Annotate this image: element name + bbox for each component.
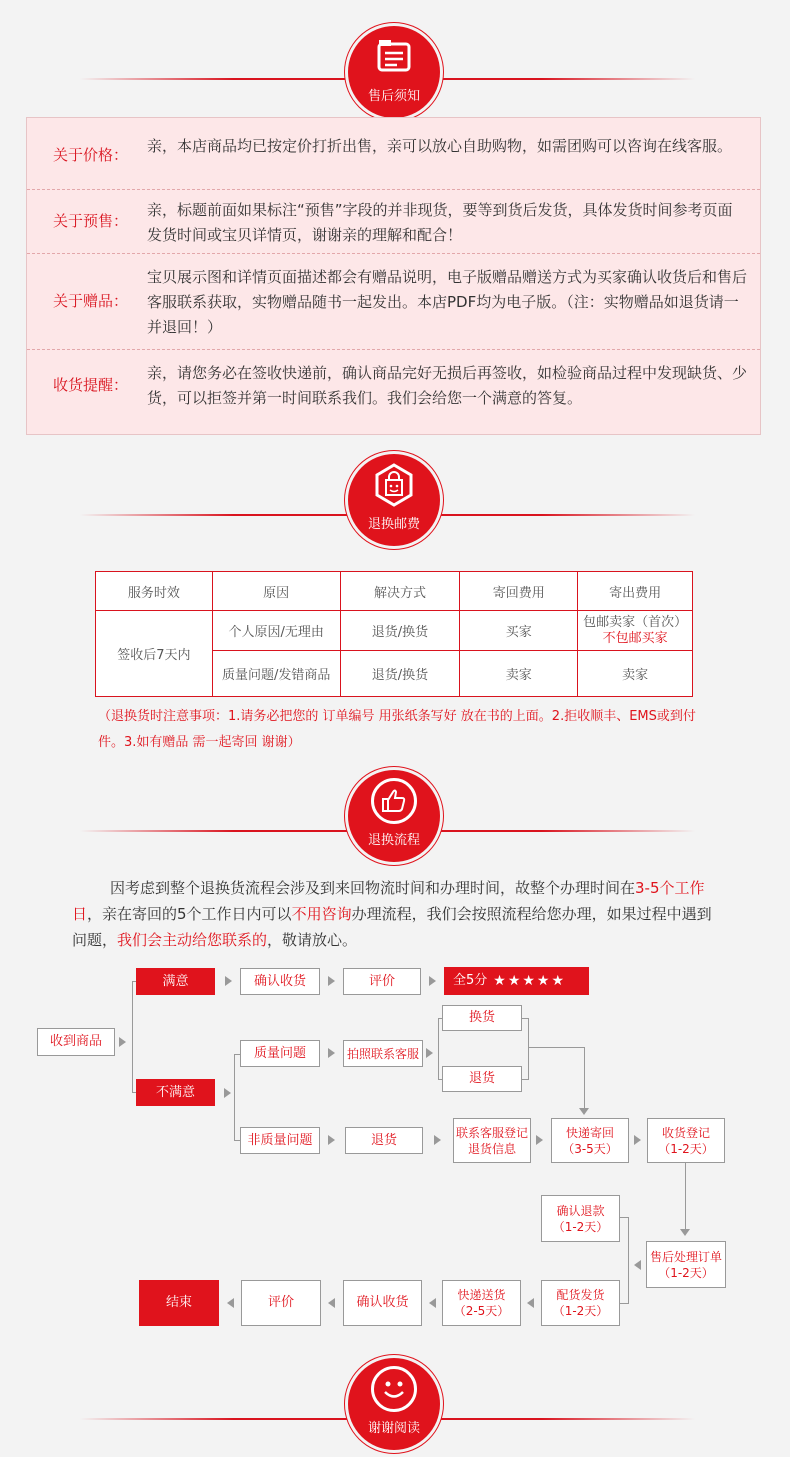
return-flow-badge — [348, 770, 440, 862]
table-cell — [578, 611, 693, 651]
after-sale-box — [646, 1241, 726, 1288]
box-line: 确认退款 — [556, 1203, 605, 1218]
arrow — [224, 1088, 231, 1098]
table-header: 寄回费用 — [460, 572, 578, 611]
quality-issue-box: 质量问题 — [240, 1040, 320, 1067]
section-title: 退换邮费 — [367, 517, 420, 532]
arrow — [634, 1135, 641, 1145]
ship-fee-line: 不包邮买家 — [602, 630, 668, 646]
notice-label: 关于预售： — [53, 212, 129, 230]
intro-highlight: 不用咨询 — [291, 905, 352, 923]
ship-goods-box — [541, 1280, 620, 1326]
intro-text: ，敬请放心。 — [267, 931, 358, 949]
section-header-return-flow — [0, 764, 790, 874]
list-icon — [371, 34, 417, 80]
flow-intro — [72, 875, 712, 953]
box-line: 快递送货 — [457, 1288, 506, 1302]
arrow — [634, 1260, 641, 1270]
notice-text: 宝贝展示图和详情页面描述都会有赠品说明，电子版赠品赠送方式为买家确认收货后和售后客服联系获取，实物赠品随书一起发出。本店PDF均为电子版。（注：实物赠品如退货请一并退回！） — [147, 268, 748, 336]
return-note: （退换货时注意事项：1.请务必把您的 订单编号 用张纸条写好 放在书的上面。2.拒收顺丰、EMS或到付件。3.如有赠品 需一起寄回 谢谢） — [98, 709, 696, 750]
arrow — [579, 1108, 589, 1115]
after-sales-badge — [348, 26, 440, 118]
contact-cs-box: 拍照联系客服 — [343, 1040, 423, 1067]
arrow — [434, 1135, 441, 1145]
box-line: （2-5天） — [453, 1304, 510, 1318]
table-cell-period: 签收后7天内 — [96, 611, 213, 697]
table-header: 原因 — [212, 572, 340, 611]
express-send-box — [442, 1280, 521, 1326]
section-title: 售后须知 — [367, 89, 420, 104]
section-header-return-fee — [0, 448, 790, 558]
section-title: 谢谢阅读 — [367, 1421, 420, 1436]
confirm-receipt-box: 确认收货 — [240, 968, 320, 995]
notice-row — [27, 190, 760, 254]
table-cell: 卖家 — [578, 651, 693, 697]
thanks-badge — [348, 1358, 440, 1450]
box-line: 收货登记 — [661, 1125, 710, 1140]
thumbs-up-icon — [371, 778, 417, 824]
smile-icon — [371, 1366, 417, 1412]
notice-label: 关于价格： — [53, 146, 129, 164]
receive-register-box — [647, 1118, 725, 1163]
stars-icon: ★★★★★ — [493, 973, 567, 989]
arrow — [227, 1298, 234, 1308]
box-line: （1-2天） — [552, 1304, 609, 1318]
notice-text: 亲，标题前面如果标注“预售”字段的并非现货，要等到货后发货，具体发货时间参考页面发货时间或宝贝详情页，谢谢亲的理解和配合！ — [147, 201, 733, 244]
table-cell: 退货/换货 — [340, 611, 460, 651]
arrow — [328, 1135, 335, 1145]
box-line: 退货信息 — [467, 1141, 516, 1156]
register-info-box — [453, 1118, 531, 1163]
table-header: 服务时效 — [96, 572, 213, 611]
section-header-thanks — [0, 1347, 790, 1457]
non-quality-issue-box: 非质量问题 — [240, 1127, 320, 1154]
box-line: 联系客服登记 — [455, 1125, 528, 1140]
notice-text: 亲，本店商品均已按定价打折出售，亲可以放心自助购物，如需团购可以咨询在线客服。 — [147, 137, 733, 155]
table-header: 解决方式 — [340, 572, 460, 611]
arrow — [680, 1229, 690, 1236]
arrow — [225, 976, 232, 986]
arrow — [328, 1298, 335, 1308]
intro-text: 因考虑到整个退换货流程会涉及到来回物流时间和办理时间，故整个办理时间在 — [110, 879, 636, 897]
table-cell: 质量问题/发错商品 — [212, 651, 340, 697]
arrow — [527, 1298, 534, 1308]
table-header: 寄出费用 — [578, 572, 693, 611]
section-header-after-sales — [0, 20, 790, 130]
notice-row — [27, 350, 760, 436]
review-final-box: 评价 — [241, 1280, 321, 1326]
return-goods-box: 退货 — [345, 1127, 423, 1154]
end-box: 结束 — [139, 1280, 219, 1326]
full-score-box — [444, 967, 589, 995]
full-score-label: 全5分 — [453, 973, 488, 988]
box-line: （1-2天） — [658, 1141, 714, 1156]
ship-fee-line: 包邮卖家（首次） — [583, 614, 688, 630]
notice-label: 收货提醒： — [53, 376, 129, 394]
received-box: 收到商品 — [37, 1028, 115, 1056]
box-line: 售后处理订单 — [649, 1249, 722, 1264]
notice-text: 亲，请您务必在签收快递前，确认商品完好无损后再签收，如检验商品过程中发现缺货、少货，可以拒签并第一时间联系我们。我们会给您一个满意的答复。 — [147, 364, 748, 407]
box-line: 配货发货 — [556, 1288, 605, 1302]
return-fee-badge — [348, 454, 440, 546]
confirm-refund-box — [541, 1195, 620, 1242]
after-sales-notice — [26, 117, 761, 435]
section-title: 退换流程 — [367, 833, 420, 848]
arrow — [328, 1048, 335, 1058]
arrow — [426, 1048, 433, 1058]
unsatisfied-box: 不满意 — [136, 1079, 215, 1106]
arrow — [328, 976, 335, 986]
shopping-bag-icon — [371, 462, 417, 508]
exchange-box: 换货 — [442, 1005, 522, 1031]
intro-highlight: 我们会主动给您联系的 — [117, 931, 268, 949]
review-box: 评价 — [343, 968, 421, 995]
table-cell: 个人原因/无理由 — [212, 611, 340, 651]
box-line: （1-2天） — [658, 1265, 714, 1280]
arrow — [119, 1037, 126, 1047]
notice-row — [27, 254, 760, 350]
table-cell: 退货/换货 — [340, 651, 460, 697]
intro-highlight: 3-5个工作日 — [72, 879, 705, 923]
intro-text: ，亲在寄回的5个工作日内可以 — [87, 905, 292, 923]
arrow — [536, 1135, 543, 1145]
return-fee-table — [95, 571, 693, 697]
box-line: （1-2天） — [552, 1219, 609, 1234]
intro-text: 办理流程，我们会按照流程给您办理，如果过程中遇到问题， — [72, 905, 712, 949]
confirm-receipt-final-box: 确认收货 — [343, 1280, 422, 1326]
table-cell: 买家 — [460, 611, 578, 651]
refund-goods-box: 退货 — [442, 1066, 522, 1092]
satisfied-box: 满意 — [136, 968, 215, 995]
express-return-box — [551, 1118, 629, 1163]
arrow — [429, 1298, 436, 1308]
notice-label: 关于赠品： — [53, 292, 129, 310]
table-cell: 卖家 — [460, 651, 578, 697]
arrow — [429, 976, 436, 986]
notice-row — [27, 118, 760, 190]
box-line: （3-5天） — [562, 1141, 618, 1156]
box-line: 快递寄回 — [565, 1125, 614, 1140]
